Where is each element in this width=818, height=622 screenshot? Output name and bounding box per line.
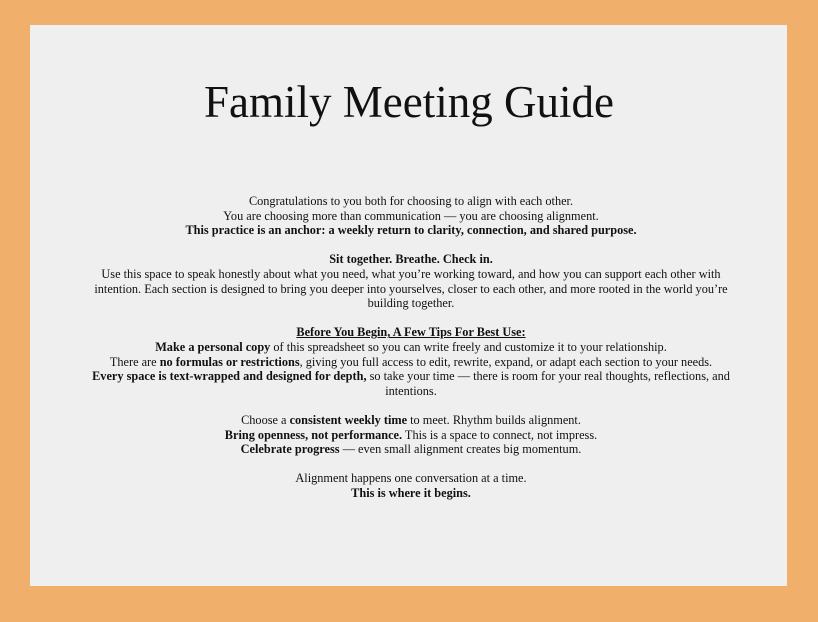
practice-1-rest: to meet. Rhythm builds alignment.: [407, 412, 581, 427]
tips-heading-text: Before You Begin, A Few Tips For Best Use:: [296, 325, 526, 340]
intro-line-1: Congratulations to you both for choosing to align with each other.: [248, 194, 574, 208]
spacer: [88, 457, 734, 472]
checkin-paragraph: Use this space to speak honestly about what you need, what you’re working toward, and how you can support each other with intention. Each section is designed to bring you deeper into yourselves, closer to each other, and more rooted in the world you’re building together.: [94, 266, 728, 311]
tip-2: [88, 355, 734, 370]
closing-line-2: [88, 486, 734, 501]
spacer: [88, 238, 734, 253]
intro-line-3: [88, 223, 734, 238]
checkin-heading: [88, 252, 734, 267]
practice-2-bold: Bring openness, not performance.: [224, 427, 403, 442]
spacer: [88, 398, 734, 413]
closing-line-1: Alignment happens one conversation at a time.: [295, 471, 527, 486]
practice-2: [88, 428, 734, 443]
tips-heading: [88, 325, 734, 340]
practice-2-rest: This is a space to connect, not impress.: [402, 427, 598, 442]
tip-2-pre: There are: [109, 354, 160, 369]
tip-3-rest: so take your time — there is room for your real thoughts, reflections, and intentions.: [366, 369, 730, 398]
practice-3: [88, 442, 734, 457]
practice-1: [88, 413, 734, 428]
tip-1-rest: of this spreadsheet so you can write freely and customize it to your relationship.: [270, 339, 667, 354]
checkin-heading-text: Sit together. Breathe. Check in.: [329, 252, 493, 267]
tip-2-bold: no formulas or restrictions: [159, 354, 300, 369]
practice-3-bold: Celebrate progress: [240, 442, 340, 457]
closing-line-2-bold: This is where it begins.: [351, 485, 471, 500]
tip-3-bold: Every space is text-wrapped and designed for depth,: [92, 369, 367, 384]
intro-line-2: You are choosing more than communication — you are choosing alignment.: [223, 208, 599, 223]
practice-3-rest: — even small alignment creates big momentum.: [339, 442, 582, 457]
guide-body: [88, 194, 734, 500]
intro-line-3-bold: This practice is an anchor: a weekly return to clarity, connection, and shared purpose.: [185, 223, 637, 238]
practice-1-pre: Choose a: [241, 412, 290, 427]
practice-1-bold: consistent weekly time: [289, 412, 408, 427]
tip-1: [88, 340, 734, 355]
tip-3: [88, 369, 734, 398]
tip-2-rest: , giving you full access to edit, rewrite, expand, or adapt each section to your needs.: [299, 354, 713, 369]
tip-1-bold: Make a personal copy: [155, 339, 271, 354]
page-title: Family Meeting Guide: [204, 77, 614, 127]
spacer: [88, 311, 734, 326]
